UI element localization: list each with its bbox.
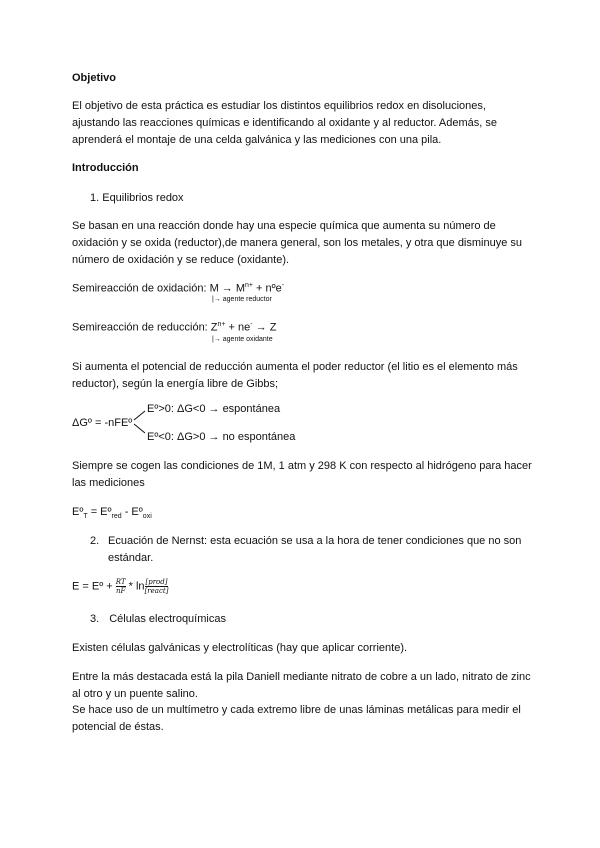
et-c-sub: oxi xyxy=(142,513,152,521)
heading-introduccion: Introducción xyxy=(72,162,139,174)
red-rest2: → Z xyxy=(252,321,277,334)
et-a-sub: T xyxy=(83,513,88,521)
list-item-2: 2. Ecuación de Nernst: esta ecuación se usa a la hora de tener condiciones que no son estándar. xyxy=(90,533,530,567)
oxidizing-agent-note: |→ agente oxidante xyxy=(212,336,273,343)
gibbs-equation: ΔGº = -nFEº xyxy=(72,417,133,429)
ox-sup: n+ xyxy=(245,282,253,289)
branch-arrows-icon xyxy=(132,408,148,436)
nernst-lhs: E = Eº + xyxy=(72,580,116,593)
list-item-1: 1. Equilibrios redox xyxy=(90,192,184,204)
prod-react-fraction xyxy=(145,578,169,595)
et-b: = Eº xyxy=(87,506,112,518)
frac-den2: [react] xyxy=(144,587,169,595)
red-sup: n+ xyxy=(217,321,226,328)
paragraph-cells: Existen células galvánicas y electrolíticas (hay que aplicar corriente). xyxy=(72,642,408,654)
non-spontaneous-case: Eº<0: ΔG>0 → no espontánea xyxy=(147,431,296,443)
list-item-2-text: Ecuación de Nernst: esta ecuación se usa a la hora de tener condiciones que no son estándar. xyxy=(108,535,522,564)
frac-num: RT xyxy=(115,578,126,586)
rt-nf-fraction xyxy=(116,578,126,595)
heading-objetivo: Objetivo xyxy=(72,72,117,84)
et-a: Eº xyxy=(72,506,84,518)
list-item-3-text: Células electroquímicas xyxy=(109,613,226,625)
paragraph-daniell: Entre la más destacada está la pila Daniell mediante nitrato de cobre a un lado, nitrato de zinc al otro y un puente salino. xyxy=(72,671,531,700)
reducing-agent-note: |→ agente reductor xyxy=(212,296,272,303)
paragraph-conditions: Siempre se cogen las condiciones de 1M, 1 atm y 298 K con respecto al hidrógeno para hacer las mediciones xyxy=(72,460,532,489)
ox-label: Semireacción de oxidación: M → M xyxy=(72,282,246,295)
red-sup2: - xyxy=(250,321,253,328)
paragraph-gibbs: Si aumenta el potencial de reducción aumenta el poder reductor (el litio es el elemento más reductor), según la energía libre de Gibbs; xyxy=(72,361,518,390)
list-item-3: 3. Células electroquímicas xyxy=(90,613,226,625)
et-b-sub: red xyxy=(111,513,122,521)
red-rest: + ne xyxy=(225,321,251,334)
ox-rest: + nºe xyxy=(253,282,282,295)
paragraph-objetivo: El objetivo de esta práctica es estudiar los distintos equilibrios redox en disoluciones, ajustando las reacciones químicas e identificando al oxidante y al reductor. Además, se aprenderá el montaje de una celda galvánica y las mediciones con una pila. xyxy=(72,100,497,146)
nernst-mid: * ln xyxy=(125,580,145,593)
paragraph-multimeter: Se hace uso de un multímetro y cada extremo libre de unas láminas metálicas para medir el potencial de éstas. xyxy=(72,704,521,733)
frac-num2: [prod] xyxy=(145,578,168,586)
ox-sup2: - xyxy=(281,282,285,289)
paragraph-redox: Se basan en una reacción donde hay una especie química que aumenta su número de oxidación y se oxida (reductor),de manera general, son los metales, y otra que disminuye su número de oxidación y se reduce (oxidante). xyxy=(72,220,523,266)
red-label: Semireacción de reducción: Z xyxy=(72,321,218,334)
cell-potential-equation xyxy=(72,504,532,525)
frac-den: nF xyxy=(115,587,126,595)
nernst-equation xyxy=(72,578,532,595)
spontaneous-case: Eº>0: ΔG<0 → espontánea xyxy=(147,403,281,415)
et-c: - Eº xyxy=(121,506,143,518)
